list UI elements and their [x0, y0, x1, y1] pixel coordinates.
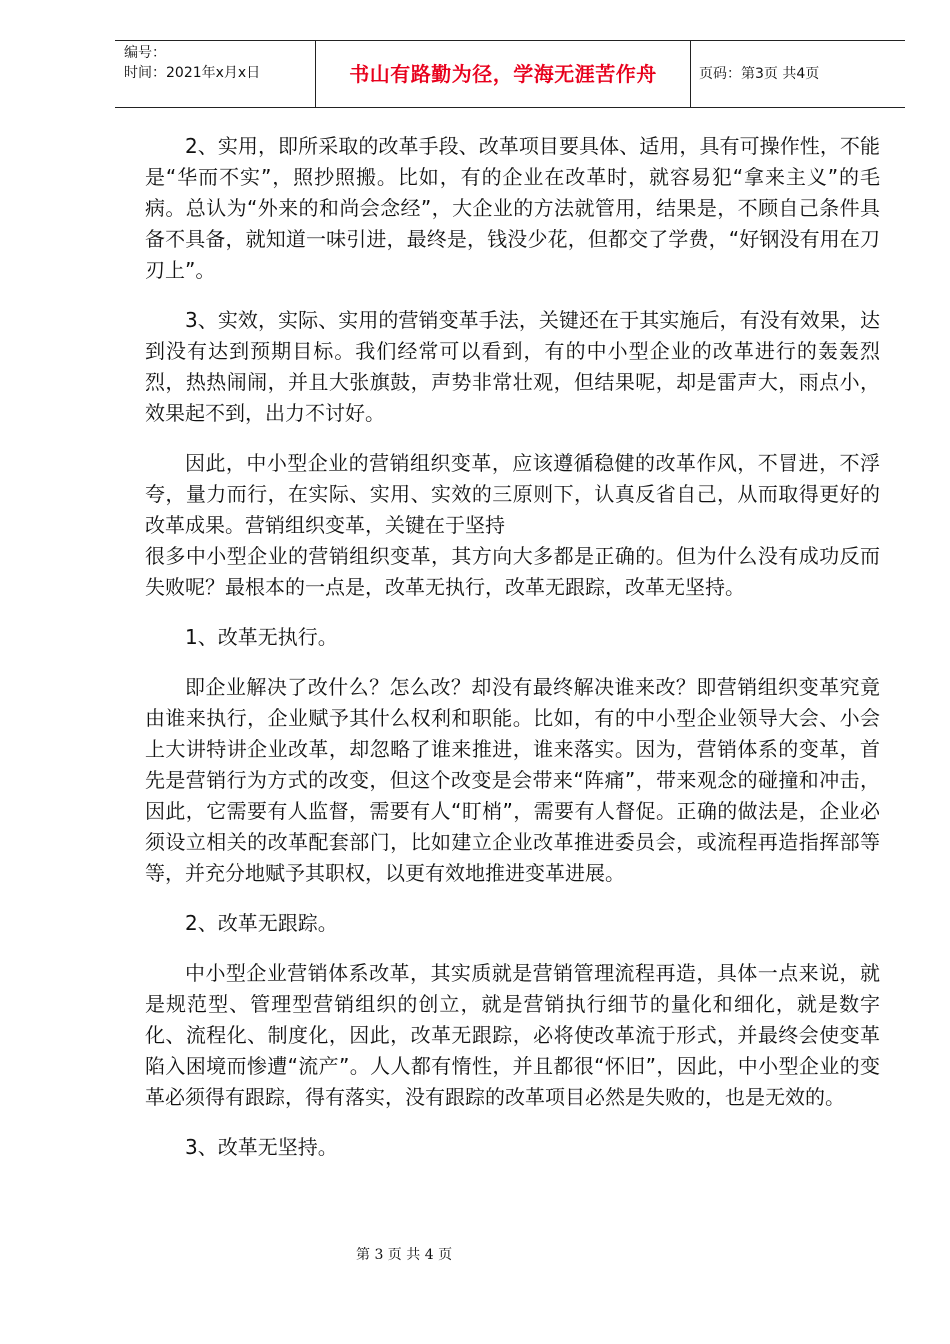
section-heading: 3、改革无坚持。: [185, 1135, 338, 1159]
header-motto-cell: [316, 41, 691, 107]
section-heading: 1、改革无执行。: [185, 625, 338, 649]
header-motto: 书山有路勤为径，学海无涯苦作舟: [349, 62, 657, 86]
page-footer: [0, 1244, 950, 1264]
paragraph: 中小型企业营销体系改革，其实质就是营销管理流程再造，具体一点来说，就是规范型、管理型营销组织的创立，就是营销执行细节的量化和细化，就是数字化、流程化、制度化，因此，改革无跟踪，必将使改革流于形式，并最终会使变革陷入困境而惨遭“流产”。人人都有惰性，并且都很“怀旧”，因此，中小型企业的变革必须得有跟踪，得有落实，没有跟踪的改革项目必然是失败的，也是无效的。: [145, 961, 880, 1109]
document-body: [145, 131, 880, 1182]
header-page-cell: [691, 41, 905, 107]
section-heading: 2、改革无跟踪。: [185, 911, 338, 935]
footer-page-number: 第 3 页 共 4 页: [356, 1247, 453, 1263]
paragraph: 因此，中小型企业的营销组织变革，应该遵循稳健的改革作风，不冒进，不浮夸，量力而行，在实际、实用、实效的三原则下，认真反省自己，从而取得更好的改革成果。营销组织变革，关键在于坚持: [145, 451, 880, 537]
serial-number-label: 编号：: [124, 45, 166, 61]
header-meta: [115, 41, 316, 107]
paragraph: 很多中小型企业的营销组织变革，其方向大多都是正确的。但为什么没有成功反而失败呢？最根本的一点是，改革无执行，改革无跟踪，改革无坚持。: [145, 544, 880, 599]
time-label: 时间：2021年x月x日: [124, 65, 261, 81]
paragraph: 2、实用，即所采取的改革手段、改革项目要具体、适用，具有可操作性，不能是“华而不实”，照抄照搬。比如，有的企业在改革时，就容易犯“拿来主义”的毛病。总认为“外来的和尚会念经”，大企业的方法就管用，结果是，不顾自己条件具备不具备，就知道一味引进，最终是，钱没少花，但都交了学费，“好钢没有用在刀刃上”。: [145, 134, 880, 282]
page-header: [115, 40, 905, 108]
paragraph: 即企业解决了改什么？怎么改？却没有最终解决谁来改？即营销组织变革究竟由谁来执行，企业赋予其什么权利和职能。比如，有的中小型企业领导大会、小会上大讲特讲企业改革，却忽略了谁来推进，谁来落实。因为，营销体系的变革，首先是营销行为方式的改变，但这个改变是会带来“阵痛”，带来观念的碰撞和冲击，因此，它需要有人监督，需要有人“盯梢”，需要有人督促。正确的做法是，企业必须设立相关的改革配套部门，比如建立企业改革推进委员会，或流程再造指挥部等等，并充分地赋予其职权，以更有效地推进变革进展。: [145, 675, 880, 885]
header-page-number: 页码：第3页 共4页: [699, 66, 820, 82]
paragraph: 3、实效，实际、实用的营销变革手法，关键还在于其实施后，有没有效果，达到没有达到预期目标。我们经常可以看到，有的中小型企业的改革进行的轰轰烈烈，热热闹闹，并且大张旗鼓，声势非常壮观，但结果呢，却是雷声大，雨点小，效果起不到，出力不讨好。: [145, 308, 880, 425]
